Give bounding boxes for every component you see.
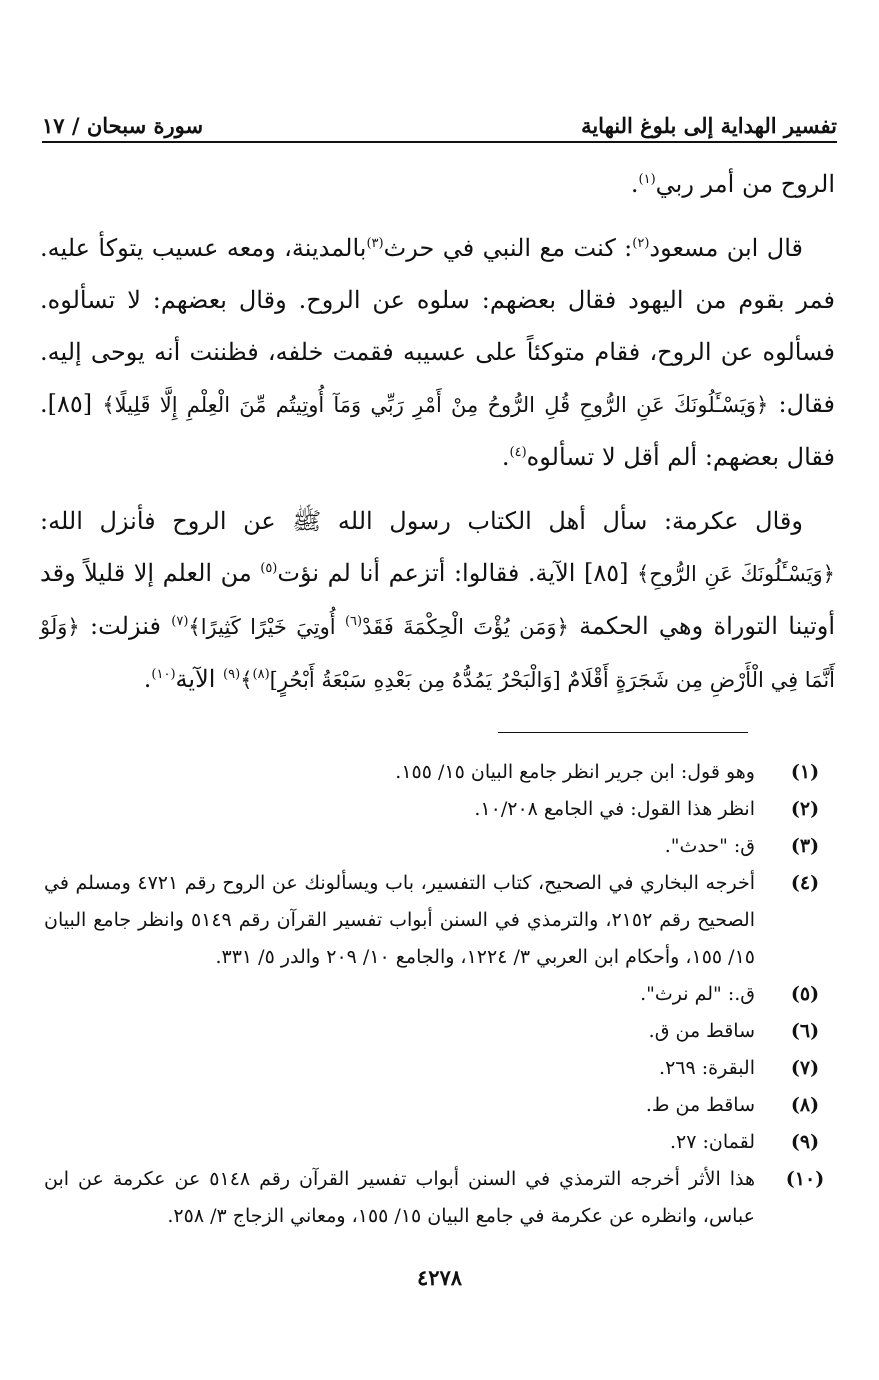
p3-d: فنزلت:: [79, 612, 172, 640]
footnote-text: لقمان: ٢٧.: [669, 1131, 755, 1153]
main-text: [40, 158, 835, 706]
footnote-ref-9: (٩): [223, 667, 241, 682]
footnote-item: [44, 865, 820, 976]
footnote-ref-5: (٥): [260, 561, 278, 576]
footnote-item: [44, 828, 820, 865]
book-title: تفسير الهداية إلى بلوغ النهاية: [581, 113, 837, 138]
page-number: ٤٢٧٨: [416, 1265, 463, 1290]
footnote-number: (٥): [790, 983, 820, 1005]
footnote-text: البقرة: ٢٦٩.: [659, 1057, 755, 1079]
p3-e: الآية: [175, 665, 224, 693]
footnote-text: هذا الأثر أخرجه الترمذي في السنن أبواب تفسير القرآن رقم ٥١٤٨ عن عكرمة عن ابن عباس، وانظره عن عكرمة في جامع البيان ١٥/ ١٥٥، ومعاني الزجاج ٣/ ٢٥٨.: [44, 1168, 756, 1227]
footnote-ref-1: (١): [638, 172, 656, 187]
footnote-item: [44, 976, 820, 1013]
footnote-ref-10: (١٠): [151, 667, 176, 682]
footnote-text: وهو قول: ابن جرير انظر جامع البيان ١٥/ ١٥٥.: [395, 761, 755, 783]
footnote-text: ساقط من ق.: [648, 1020, 755, 1042]
p3-end: .: [143, 665, 152, 693]
footnote-ref-6: (٦): [344, 614, 363, 629]
footnote-item: [44, 1087, 820, 1124]
footnote-number: (١٠): [785, 1168, 825, 1190]
p3-c: من العلم إلا قليلاً وقد أوتينا التوراة وهي الحكمة: [40, 559, 836, 640]
footnote-item: [44, 1161, 825, 1235]
quran-verse-2: ﴿وَيَسْـَٔلُونَكَ عَنِ الرُّوحِ﴾: [636, 562, 835, 586]
p2-end: .: [501, 443, 510, 471]
paragraph-1: [40, 158, 835, 210]
footnote-number: (٩): [790, 1131, 820, 1153]
footnote-item: [44, 1013, 820, 1050]
footnote-ref-8: (٨): [252, 667, 270, 682]
p2-b: : كنت مع النبي في حرث: [383, 234, 633, 262]
footnote-text: انظر هذا القول: في الجامع ١٠/٢٠٨.: [474, 798, 755, 820]
quran-verse-4-close: ﴾: [240, 668, 253, 692]
footnote-divider: [498, 732, 748, 733]
footnote-item: [44, 754, 820, 791]
quran-verse-4: ﴿وَلَوْ أَنَّمَا فِي الْأَرْضِ مِن شَجَرَةٍ أَقْلَامٌ [وَالْبَحْرُ يَمُدُّهُ مِن بَعْدِهِ سَبْعَةُ أَبْحُرٍ]: [40, 615, 835, 692]
footnote-number: (٦): [790, 1020, 820, 1042]
footnote-text: ق.: "لم نرث".: [640, 983, 755, 1005]
footnote-ref-4: (٤): [509, 445, 527, 460]
footnote-ref-7: (٧): [171, 614, 189, 629]
surah-reference: سورة سبحان / ١٧: [42, 113, 204, 138]
footnote-item: [44, 1124, 820, 1161]
footnote-ref-2: (٢): [632, 236, 650, 251]
quran-verse-3: ﴿وَمَن يُؤْتَ الْحِكْمَةَ فَقَدْ: [362, 615, 569, 639]
footnote-ref-3: (٣): [366, 236, 384, 251]
footnote-text: ق: "حدث".: [664, 835, 755, 857]
header-divider: [42, 141, 837, 143]
p3-b: [٨٥] الآية. فقالوا: أتزعم أنا لم نؤت: [277, 559, 637, 587]
footnote-number: (٧): [790, 1057, 820, 1079]
footnote-number: (٢): [790, 798, 820, 820]
paragraph-3: [40, 495, 835, 706]
paragraph-2: [40, 222, 835, 483]
footnote-number: (١): [790, 761, 820, 783]
p2-a: قال ابن مسعود: [649, 234, 803, 262]
footnote-number: (٣): [790, 835, 820, 857]
p2-c: بالمدينة، ومعه عسيب يتوكأ عليه. فمر بقوم من اليهود فقال بعضهم: سلوه عن الروح. وقال بعضهم: لا تسألوه. فسألوه عن الروح، فقام متوكئاً على عسيبه فقمت خلفه، فظننت أنه يوحى إليه. فقال:: [40, 234, 835, 418]
footnotes: [44, 754, 825, 1235]
footnote-number: (٨): [790, 1094, 820, 1116]
footnote-item: [44, 1050, 820, 1087]
quran-verse-3b: أُوتِيَ خَيْرًا كَثِيرًا﴾: [188, 615, 345, 639]
p1-end: .: [630, 170, 639, 198]
footnote-number: (٤): [790, 872, 820, 894]
footnote-text: أخرجه البخاري في الصحيح، كتاب التفسير، باب ويسألونك عن الروح رقم ٤٧٢١ ومسلم في الصحيح رقم ٢١٥٢، والترمذي في السنن أبواب تفسير القرآن رقم ٥١٤٩ وانظر جامع البيان ١٥/ ١٥٥، وأحكام ابن العربي ٣/ ١٢٢٤، والجامع ١٠/ ٢٠٩ والدر ٥/ ٣٣١.: [44, 872, 755, 968]
quran-verse-1: ﴿وَيَسْـَٔلُونَكَ عَنِ الرُّوحِ قُلِ الرُّوحُ مِنْ أَمْرِ رَبِّي وَمَآ أُوتِيتُم مِّنَ الْعِلْمِ إِلَّا قَلِيلًا﴾: [102, 393, 769, 417]
p3-a: وقال عكرمة: سأل أهل الكتاب رسول الله ﷺ عن الروح فأنزل الله:: [40, 507, 803, 535]
footnote-item: [44, 791, 820, 828]
running-header: [42, 98, 837, 138]
footnote-text: ساقط من ط.: [645, 1094, 755, 1116]
p1-text: الروح من أمر ربي: [655, 170, 835, 198]
p2-d: [٨٥]. فقال بعضهم: ألم أقل لا تسألوه: [40, 390, 835, 471]
